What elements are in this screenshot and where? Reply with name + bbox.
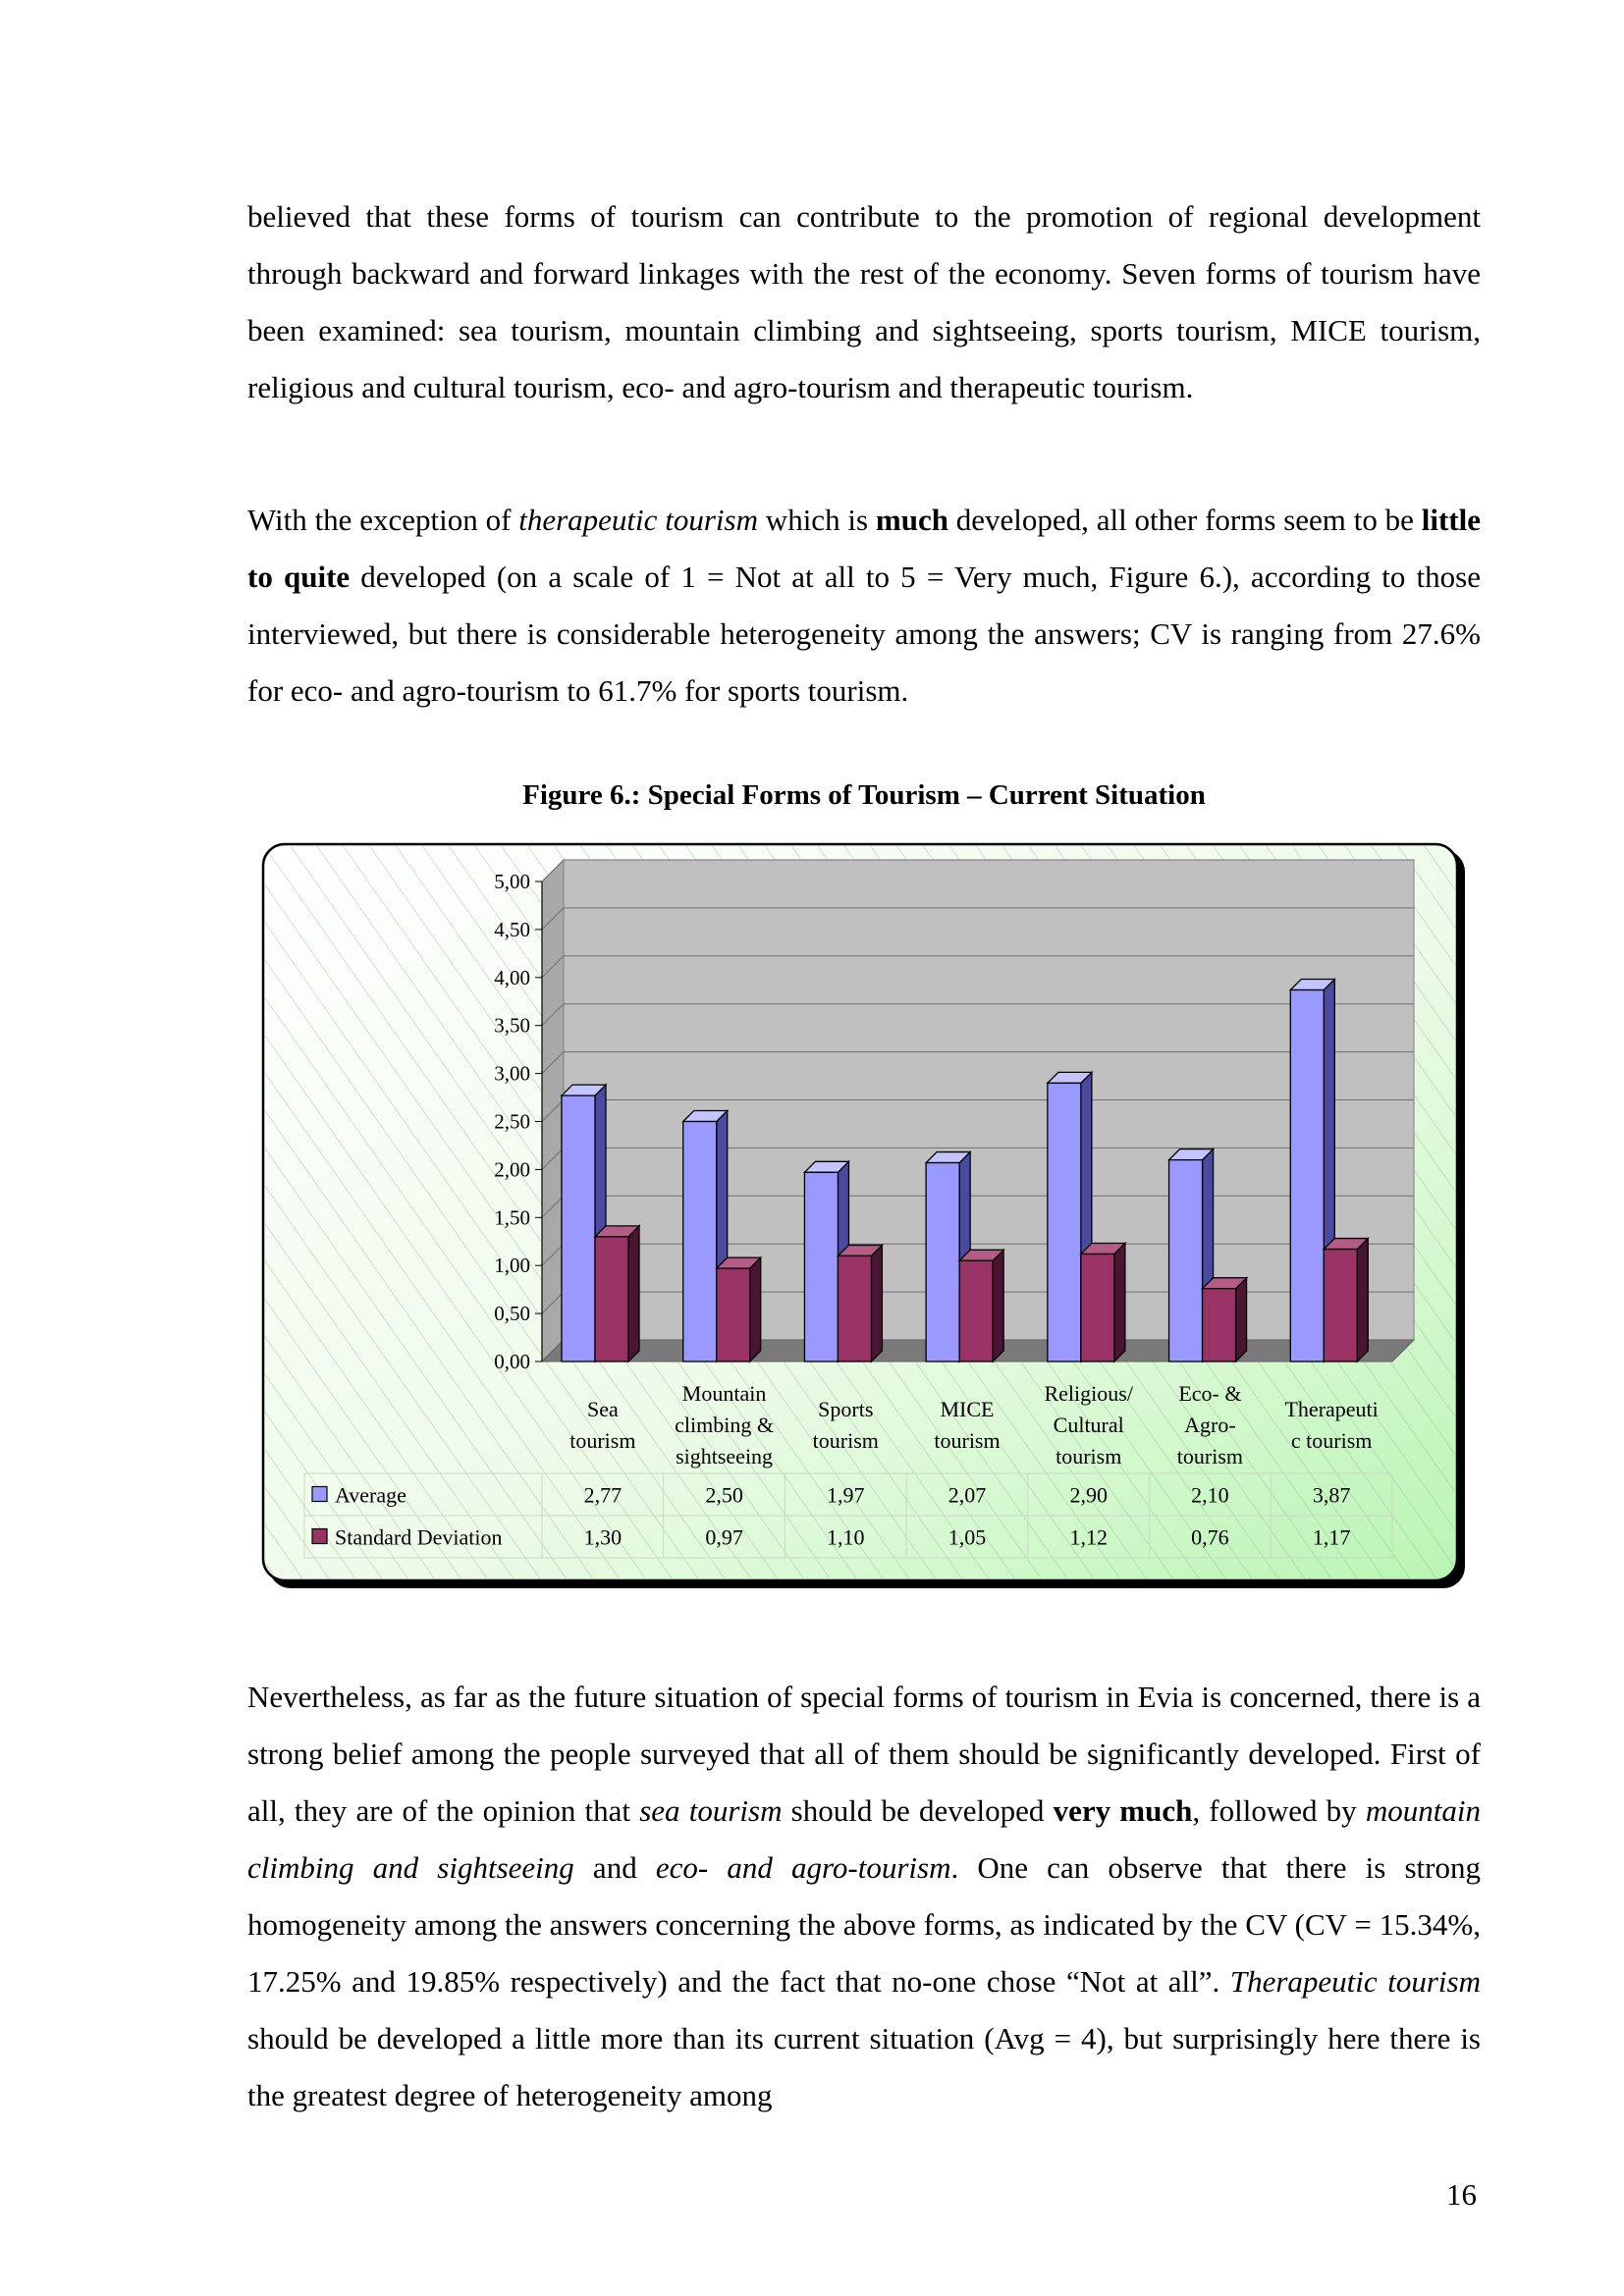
category-label: sightseeing xyxy=(676,1444,774,1468)
data-table-value: 2,07 xyxy=(947,1482,987,1508)
category-label: tourism xyxy=(812,1428,879,1453)
emphasis-mountain: mountain climbing and sightseeing xyxy=(247,1793,1481,1885)
strong-much: much xyxy=(875,503,948,537)
category-label: Religious/ xyxy=(1044,1381,1133,1406)
bar-average xyxy=(1169,1160,1203,1362)
category-label: tourism xyxy=(1176,1444,1244,1468)
data-table-value: 2,90 xyxy=(1069,1482,1108,1508)
bar-standard-deviation xyxy=(959,1260,993,1362)
data-table-value: 2,50 xyxy=(705,1482,743,1508)
category-label: tourism xyxy=(569,1428,636,1453)
emphasis-therapeutic: therapeutic tourism xyxy=(518,503,758,537)
bar-average xyxy=(1048,1083,1081,1362)
data-table-value: 2,10 xyxy=(1191,1482,1229,1508)
y-tick-label: 5,00 xyxy=(494,870,530,893)
data-table-value: 1,30 xyxy=(583,1524,623,1550)
bar-standard-deviation xyxy=(1203,1289,1236,1362)
data-table-value: 1,17 xyxy=(1312,1524,1351,1550)
text: , followed by xyxy=(1192,1793,1366,1828)
category-label: Sports xyxy=(818,1397,874,1421)
bar-average xyxy=(1290,990,1324,1362)
bar-standard-deviation xyxy=(1081,1254,1114,1362)
category-label: MICE xyxy=(940,1397,995,1421)
data-table-value: 1,97 xyxy=(827,1482,865,1508)
y-tick-label: 3,00 xyxy=(494,1061,530,1086)
bar-standard-deviation xyxy=(595,1237,628,1362)
emphasis-eco-agro: eco- and agro-tourism xyxy=(655,1850,951,1885)
bar-standard-deviation xyxy=(838,1255,871,1362)
bar-standard-deviation-side xyxy=(628,1226,639,1362)
category-label: Cultural xyxy=(1053,1413,1124,1437)
text: which is xyxy=(757,503,876,537)
emphasis-therapeutic-future: Therapeutic tourism xyxy=(1229,1964,1481,1999)
bar-average xyxy=(683,1122,717,1362)
category-label: Sea xyxy=(586,1397,619,1421)
legend-swatch xyxy=(312,1529,327,1544)
y-tick-label: 3,50 xyxy=(494,1013,530,1038)
category-label: Therapeuti xyxy=(1284,1397,1379,1421)
y-tick-label: 1,50 xyxy=(494,1205,530,1230)
bar-standard-deviation-side xyxy=(1236,1278,1247,1362)
legend-swatch xyxy=(312,1487,327,1502)
text: should be developed a little more than its current situation (Avg = 4), but surprisingly here there is the greatest degree of heterogeneity among xyxy=(247,2021,1481,2112)
category-label: c tourism xyxy=(1290,1428,1373,1453)
text: Nevertheless, as far as the future situation of special forms of tourism in Evia is concerned, there is a strong belief among the people surveyed that all of them should be significantly developed. First of all, they are of the opinion that xyxy=(247,1680,1481,1828)
text: and xyxy=(573,1850,656,1885)
strong-very-much: very much xyxy=(1053,1793,1193,1828)
text: . One can observe that there is strong homogeneity among the answers concerning the above forms, as indicated by the CV (CV = 15.34%, 17.25% and 19.85% respectively) and the fact that no-one chose “Not at all”. xyxy=(247,1850,1481,1999)
category-label: Mountain xyxy=(681,1381,767,1406)
emphasis-sea-tourism: sea tourism xyxy=(639,1793,783,1828)
text: developed, all other forms seem to be xyxy=(947,503,1422,537)
y-tick-label: 1,00 xyxy=(494,1254,530,1278)
bar-standard-deviation-side xyxy=(993,1250,1003,1362)
page-number: 16 xyxy=(1446,2177,1477,2212)
figure-title: Figure 6.: Special Forms of Tourism – Current Situation xyxy=(522,779,1206,811)
y-tick-label: 2,00 xyxy=(494,1157,530,1182)
legend-label: Average xyxy=(335,1482,406,1508)
y-tick-label: 0,00 xyxy=(494,1350,530,1373)
bar-standard-deviation-side xyxy=(871,1245,882,1362)
data-table-value: 0,97 xyxy=(705,1524,743,1550)
paragraph-future-situation xyxy=(247,1669,1481,2124)
text: With the exception of xyxy=(247,503,519,537)
text: should be developed xyxy=(782,1793,1054,1828)
paragraph-intro: believed that these forms of tourism can contribute to the promotion of regional development through backward and forward linkages with the rest of the economy. Seven forms of tourism have been examined: sea tourism, mountain climbing and sightseeing, sports tourism, MICE tourism, religious and cultural tourism, eco- and agro-tourism and therapeutic tourism. xyxy=(247,199,1481,404)
bar-standard-deviation-side xyxy=(1114,1243,1125,1362)
bar-standard-deviation xyxy=(1324,1250,1357,1362)
bar-average xyxy=(926,1163,959,1362)
strong-little-to-quite: little to quite xyxy=(247,503,1482,594)
bar-average xyxy=(562,1095,595,1362)
category-label: climbing & xyxy=(675,1413,774,1437)
bar-average xyxy=(804,1172,838,1362)
category-label: tourism xyxy=(934,1428,1001,1453)
paragraph-current-situation xyxy=(247,492,1481,720)
bar-standard-deviation-side xyxy=(1357,1239,1368,1362)
legend-label: Standard Deviation xyxy=(335,1524,503,1550)
y-tick-label: 4,50 xyxy=(494,917,530,941)
chart-figure xyxy=(261,842,1469,1592)
bar-standard-deviation-side xyxy=(750,1257,761,1362)
text: developed (on a scale of 1 = Not at all to 5 = Very much, Figure 6.), according to those interviewed, but there is considerable heterogeneity among the answers; CV is ranging from 27.6% for eco- and agro-tourism to 61.7% for sports tourism. xyxy=(247,560,1481,708)
bar-chart xyxy=(261,842,1469,1592)
data-table-value: 1,12 xyxy=(1069,1524,1108,1550)
data-table-value: 0,76 xyxy=(1191,1524,1229,1550)
y-tick-label: 2,50 xyxy=(494,1109,530,1134)
data-table-value: 3,87 xyxy=(1312,1482,1351,1508)
category-label: Eco- & xyxy=(1178,1381,1242,1406)
data-table-value: 1,05 xyxy=(947,1524,987,1550)
y-tick-label: 0,50 xyxy=(494,1302,530,1326)
category-label: Agro- xyxy=(1184,1413,1236,1437)
bar-standard-deviation xyxy=(717,1268,750,1362)
y-tick-label: 4,00 xyxy=(494,965,530,989)
category-label: tourism xyxy=(1056,1444,1122,1468)
data-table-value: 1,10 xyxy=(827,1524,865,1550)
data-table-value: 2,77 xyxy=(583,1482,623,1508)
